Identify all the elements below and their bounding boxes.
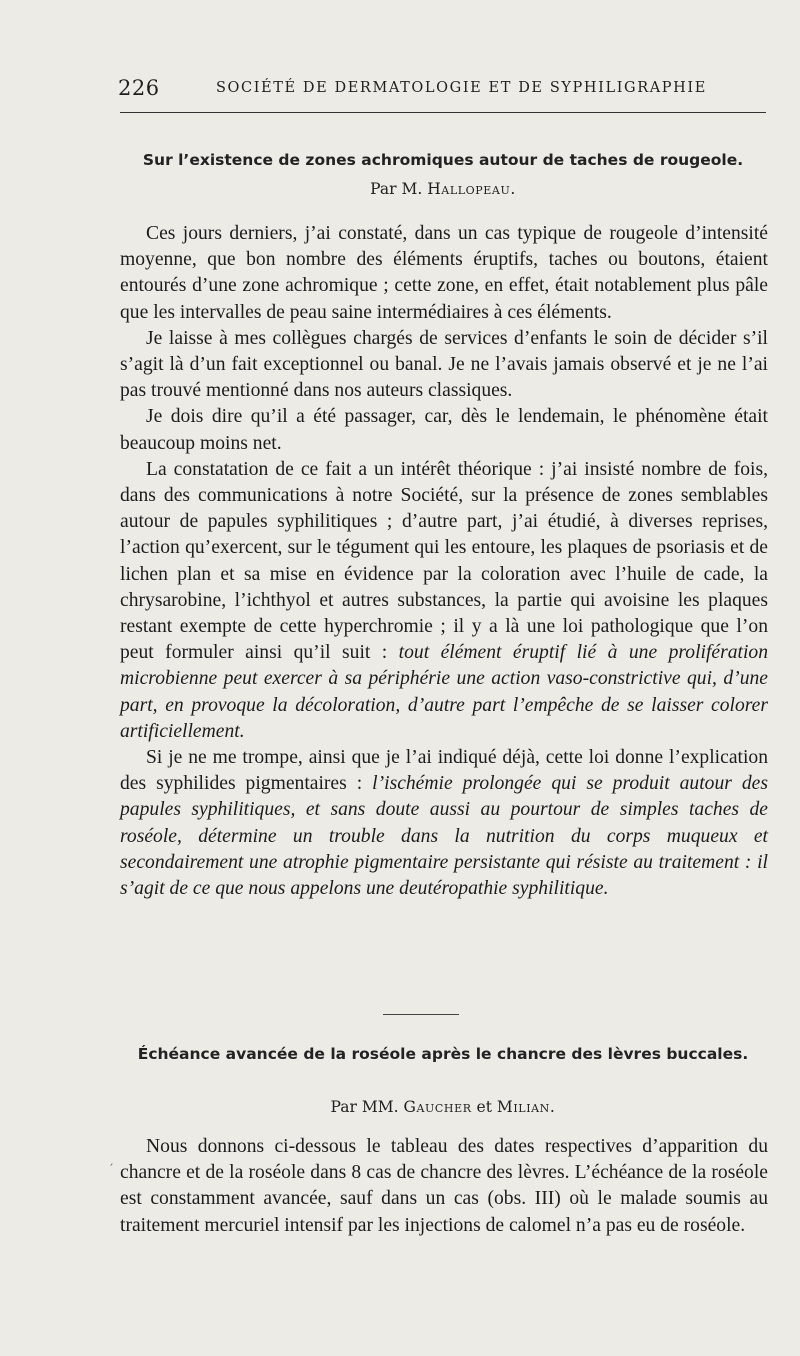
paragraph <box>120 745 768 902</box>
header-rule <box>120 112 766 113</box>
italic-explanation: l’ischémie prolongée qui se produit autour des papules syphilitiques, et sans doute aussi au pourtour de simples taches de roséole, détermine un trouble dans la nutrition du corps muqueux et secondairement une atrophie pigmentaire persistante qui résiste au traitement : il s’agit de ce que nous appelons une deutéropathie syphilitique. <box>120 773 768 900</box>
author-name: Hallopeau. <box>427 180 516 198</box>
author-name: Gaucher <box>403 1098 472 1116</box>
paragraph <box>120 457 768 745</box>
byline-prefix: Par MM. <box>330 1098 399 1116</box>
italic-law-statement: tout élément éruptif lié à une prolifération microbienne peut exercer à sa périphérie une action vaso-constrictive qui, d’une part, en provoque la décoloration, d’autre part l’empêche de se laisser colorer artificiellement. <box>120 642 768 742</box>
article2-body <box>120 1134 768 1239</box>
article2-byline <box>118 1098 768 1116</box>
section-divider <box>383 1014 459 1015</box>
page-number: 226 <box>118 76 160 100</box>
stray-ink-mark: ′ <box>110 1162 114 1178</box>
paragraph: Nous donnons ci-dessous le tableau des dates respectives d’apparition du chancre et de la roséole dans 8 cas de chancre des lèvres. L’échéance de la roséole est constamment avancée, sauf dans un cas (obs. III) où le malade soumis au traitement mercuriel intensif par les injections de calomel n’a pas eu de roséole. <box>120 1136 768 1236</box>
page-header <box>118 76 768 102</box>
byline-prefix: Par M. <box>370 180 423 198</box>
article1-body <box>120 221 768 902</box>
author-name: Milian. <box>496 1098 556 1116</box>
article2-title: Échéance avancée de la roséole après le chancre des lèvres buccales. <box>137 1045 749 1063</box>
paragraph-text: Si je ne me trompe, ainsi que je l’ai indiqué déjà, cette loi donne l’explication des syphilides pigmentaires : <box>120 747 768 795</box>
paragraph: Je laisse à mes collègues chargés de services d’enfants le soin de décider s’il s’agit là d’un fait exceptionnel ou banal. Je ne l’avais jamais observé et je ne l’ai pas trouvé mentionné dans nos auteurs classiques. <box>120 327 768 402</box>
paragraph: Ces jours derniers, j’ai constaté, dans un cas typique de rougeole d’intensité moyenne, que bon nombre des éléments éruptifs, taches ou boutons, étaient entourés d’une zone achromique ; cette zone, en effet, était notablement plus pâle que les intervalles de peau saine intermédiaires à ces éléments. <box>120 223 768 323</box>
article1-title: Sur l’existence de zones achromiques autour de taches de rougeole. <box>142 151 744 169</box>
byline-conjunction: et <box>476 1098 492 1116</box>
paragraph: Je dois dire qu’il a été passager, car, dès le lendemain, le phénomène était beaucoup moins net. <box>120 406 768 454</box>
paragraph-text: La constatation de ce fait a un intérêt théorique : j’ai insisté nombre de fois, dans des communications à notre Société, sur la présence de zones semblables autour de papules syphilitiques ; d’autre part, j’ai étudié, à diverses reprises, l’action qu’exercent, sur le tégument qui les entoure, les plaques de psoriasis et de lichen plan et sa mise en évidence par la coloration avec l’huile de cade, la chrysarobine, l’ichthyol et autres substances, la partie qui avoisine les plaques restant exempte de cette hyperchromie ; il y a là une loi pathologique que l’on peut formuler ainsi qu’il suit : <box>120 458 768 664</box>
article1-byline <box>118 180 768 198</box>
running-head: SOCIÉTÉ DE DERMATOLOGIE ET DE SYPHILIGRAPHIE <box>216 80 707 96</box>
